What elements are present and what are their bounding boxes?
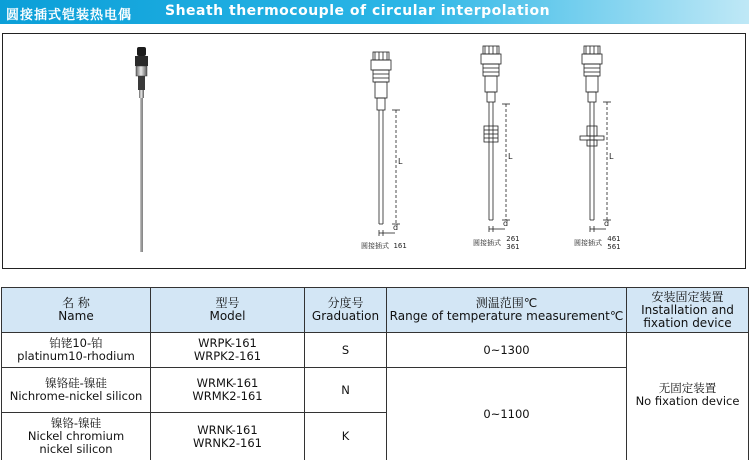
thermocouple-drawings: [3, 34, 745, 268]
cell-model: WRMK-161 WRMK2-161: [151, 368, 305, 413]
dim-length-label-1: L: [398, 157, 403, 166]
dim-diameter-label-1: d: [393, 223, 399, 232]
cell-install: 无固定装置 No fixation device: [627, 333, 749, 460]
drawing-161: [371, 52, 400, 236]
thermocouple-photo: [135, 47, 148, 252]
header-install: 安装固定装置 Installation and fixation device: [627, 288, 749, 333]
drawing-261-361: [481, 46, 510, 232]
caption-161: 圆接插式 161: [361, 242, 407, 250]
cell-graduation: S: [305, 333, 387, 368]
drawing-461-561: [580, 46, 611, 232]
cell-graduation: K: [305, 413, 387, 460]
cell-name: 镍铬硅-镍硅 Nichrome-nickel silicon: [2, 368, 151, 413]
dim-diameter-label-2: d: [503, 219, 509, 228]
header-model: 型号 Model: [151, 288, 305, 333]
dim-length-label-3: L: [609, 152, 614, 161]
title-cn: 圆接插式铠装热电偶: [6, 8, 133, 23]
cell-name: 铂铑10-铂 platinum10-rhodium: [2, 333, 151, 368]
cell-name: 镍铬-镍硅 Nickel chromium nickel silicon: [2, 413, 151, 460]
header-name: 名 称 Name: [2, 288, 151, 333]
table-row: [2, 333, 749, 368]
table-header-row: [2, 288, 749, 333]
title-en: Sheath thermocouple of circular interpolation: [165, 3, 551, 19]
dim-length-label-2: L: [508, 152, 513, 161]
cell-model: WRNK-161 WRNK2-161: [151, 413, 305, 460]
caption-461-561: 圆接插式 461 561: [574, 235, 621, 251]
cell-range: 0~1100: [387, 368, 627, 460]
caption-261-361: 圆接插式 261 361: [473, 235, 520, 251]
product-figure-panel: [2, 33, 746, 269]
dim-diameter-label-3: d: [604, 219, 610, 228]
cell-range: 0~1300: [387, 333, 627, 368]
spec-table: [1, 287, 749, 460]
header-range: 测温范围℃ Range of temperature measurement℃: [387, 288, 627, 333]
cell-graduation: N: [305, 368, 387, 413]
header-graduation: 分度号 Graduation: [305, 288, 387, 333]
cell-model: WRPK-161 WRPK2-161: [151, 333, 305, 368]
title-banner: [0, 0, 749, 24]
